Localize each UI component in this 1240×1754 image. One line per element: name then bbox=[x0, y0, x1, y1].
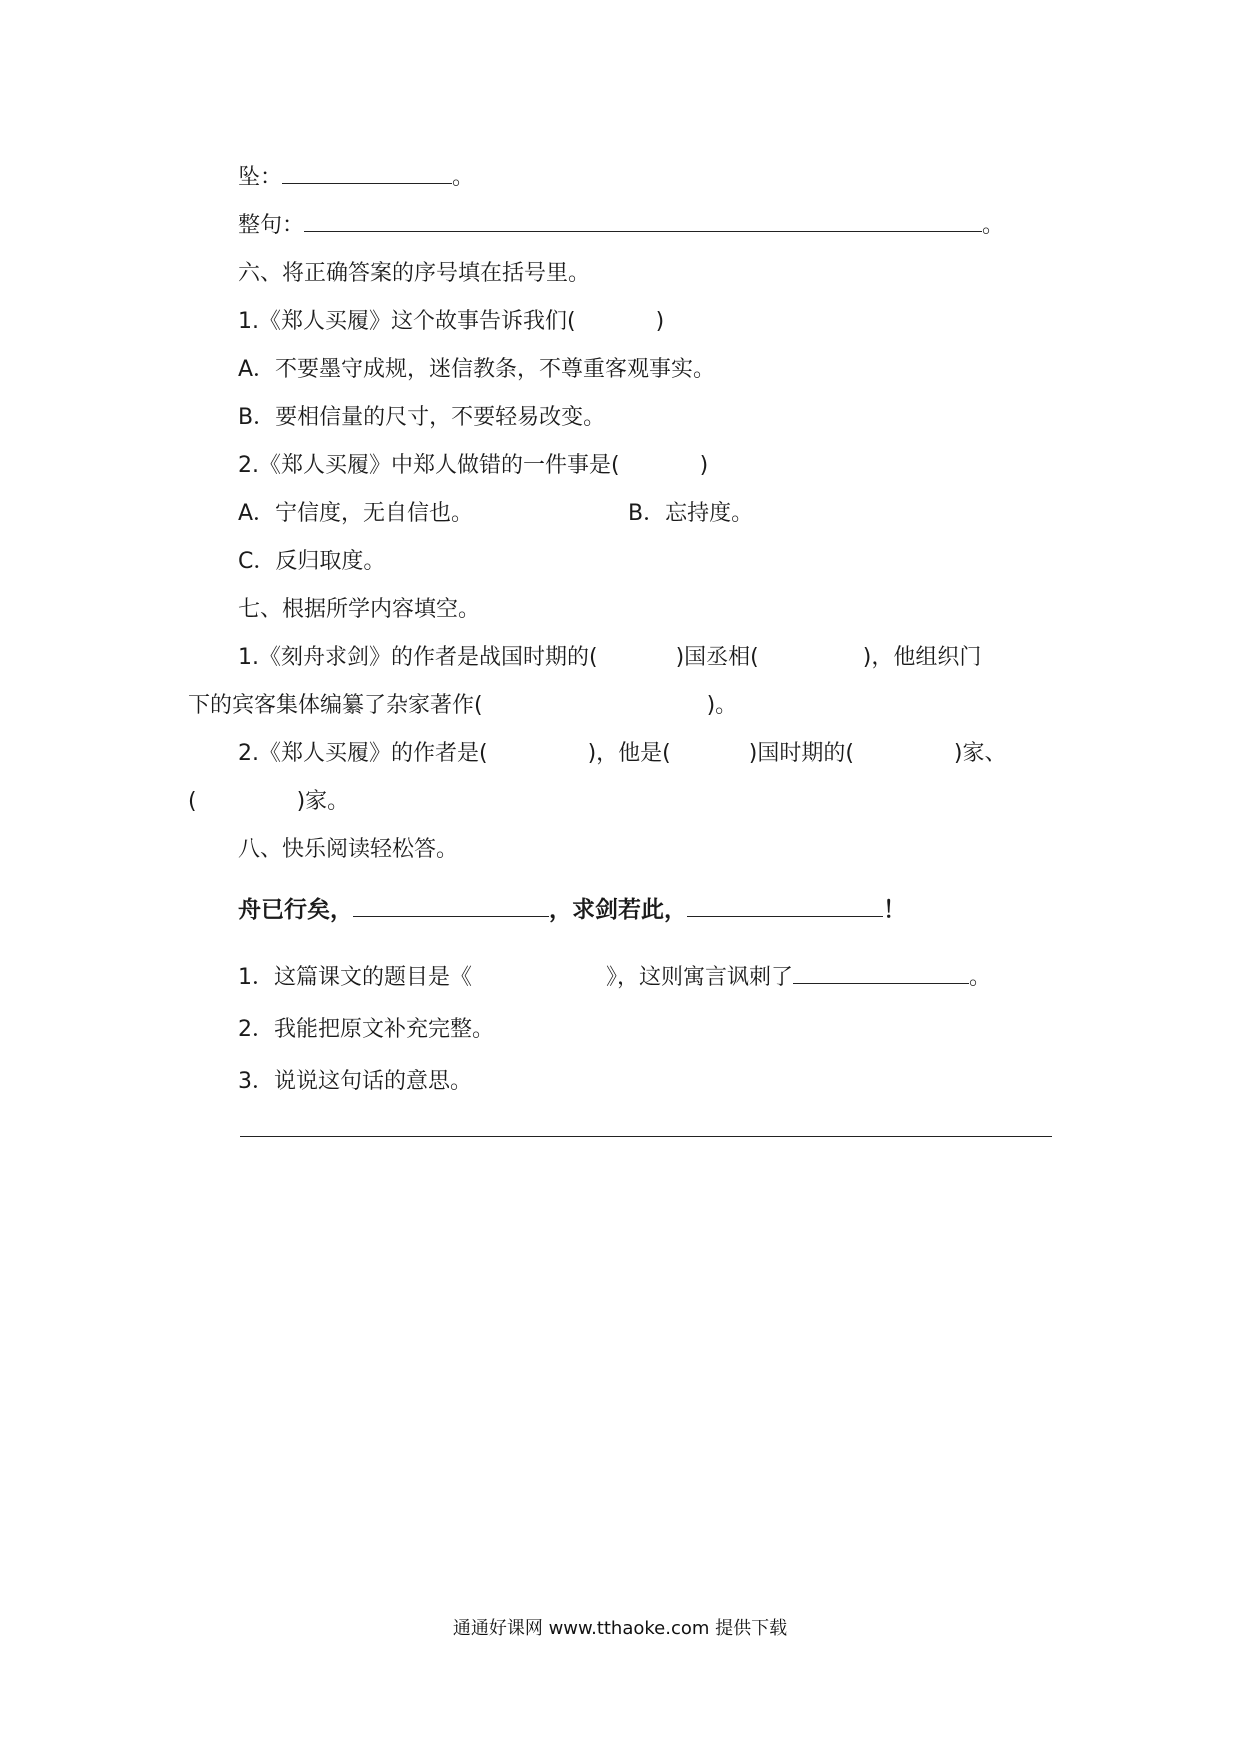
sec7-q2-part6: )家。 bbox=[296, 789, 350, 814]
section-7-heading: 七、根据所学内容填空。 bbox=[238, 597, 481, 622]
sec6-q2-option-b: B．忘持度。 bbox=[628, 501, 754, 526]
zhengju-line bbox=[238, 210, 1004, 242]
sec7-q2-line1 bbox=[238, 738, 1007, 770]
sec6-q2-close: ) bbox=[699, 453, 709, 478]
sec8-quote-part3: ！ bbox=[883, 897, 906, 923]
sec6-q1-option-a: A．不要墨守成规，迷信教条，不尊重客观事实。 bbox=[238, 357, 716, 382]
sec8-q1-part2: 》，这则寓言讽刺了 bbox=[606, 965, 794, 990]
sec7-q1-part1: 1.《刻舟求剑》的作者是战国时期的( bbox=[238, 645, 598, 670]
sec8-q1-part3: 。 bbox=[969, 965, 992, 990]
zhui-period: 。 bbox=[452, 165, 475, 190]
sec6-q1-option-b: B．要相信量的尺寸，不要轻易改变。 bbox=[238, 405, 606, 430]
sec7-q1-part4: 下的宾客集体编纂了杂家著作( bbox=[188, 693, 483, 718]
zhengju-label: 整句： bbox=[238, 213, 305, 238]
sec8-quote-blank2[interactable] bbox=[687, 896, 883, 917]
section-8-heading: 八、快乐阅读轻松答。 bbox=[238, 837, 459, 862]
sec8-quote bbox=[238, 894, 906, 926]
zhui-label: 坠： bbox=[238, 165, 283, 190]
sec6-q2-stem: 2.《郑人买履》中郑人做错的一件事是( bbox=[238, 453, 620, 478]
sec7-q2-part5: ( bbox=[188, 789, 197, 814]
sec8-q2: 2．我能把原文补充完整。 bbox=[238, 1017, 494, 1042]
sec7-q2-part4: )家、 bbox=[953, 741, 1007, 766]
sec8-q1-blank-satire[interactable] bbox=[793, 963, 969, 984]
zhui-line bbox=[238, 162, 474, 194]
sec6-q1-close: ) bbox=[655, 309, 665, 334]
sec7-q1-part5: )。 bbox=[706, 693, 738, 718]
sec6-q2 bbox=[238, 450, 708, 482]
sec7-q1-part2: )国丞相( bbox=[675, 645, 759, 670]
sec8-q1 bbox=[238, 962, 991, 994]
sec7-q1-part3: )，他组织门 bbox=[862, 645, 982, 670]
sec8-quote-part1: 舟已行矣， bbox=[238, 897, 353, 923]
sec7-q2-part2: )，他是( bbox=[587, 741, 671, 766]
sec6-q2-option-c: C．反归取度。 bbox=[238, 549, 386, 574]
sec8-q3: 3．说说这句话的意思。 bbox=[238, 1069, 472, 1094]
section-6-heading: 六、将正确答案的序号填在括号里。 bbox=[238, 261, 591, 286]
zhui-blank[interactable] bbox=[282, 163, 452, 184]
sec8-quote-blank1[interactable] bbox=[353, 896, 549, 917]
sec6-q1 bbox=[238, 306, 664, 338]
sec7-q1-line2 bbox=[188, 690, 737, 722]
sec7-q2-part1: 2.《郑人买履》的作者是( bbox=[238, 741, 488, 766]
sec7-q2-part3: )国时期的( bbox=[748, 741, 854, 766]
zhengju-blank[interactable] bbox=[304, 211, 982, 232]
sec7-q2-line2 bbox=[188, 786, 349, 818]
footer-credit: 通通好课网 www.tthaoke.com 提供下载 bbox=[452, 1618, 788, 1639]
zhengju-period: 。 bbox=[982, 213, 1005, 238]
sec6-q2-option-a: A．宁信度，无自信也。 bbox=[238, 501, 474, 526]
sec8-quote-part2: ，求剑若此， bbox=[549, 897, 687, 923]
sec6-q1-stem: 1.《郑人买履》这个故事告诉我们( bbox=[238, 309, 576, 334]
sec8-q3-answer-line[interactable] bbox=[240, 1136, 1052, 1137]
sec7-q1-line1 bbox=[238, 642, 981, 674]
sec8-q1-part1: 1．这篇课文的题目是《 bbox=[238, 965, 472, 990]
